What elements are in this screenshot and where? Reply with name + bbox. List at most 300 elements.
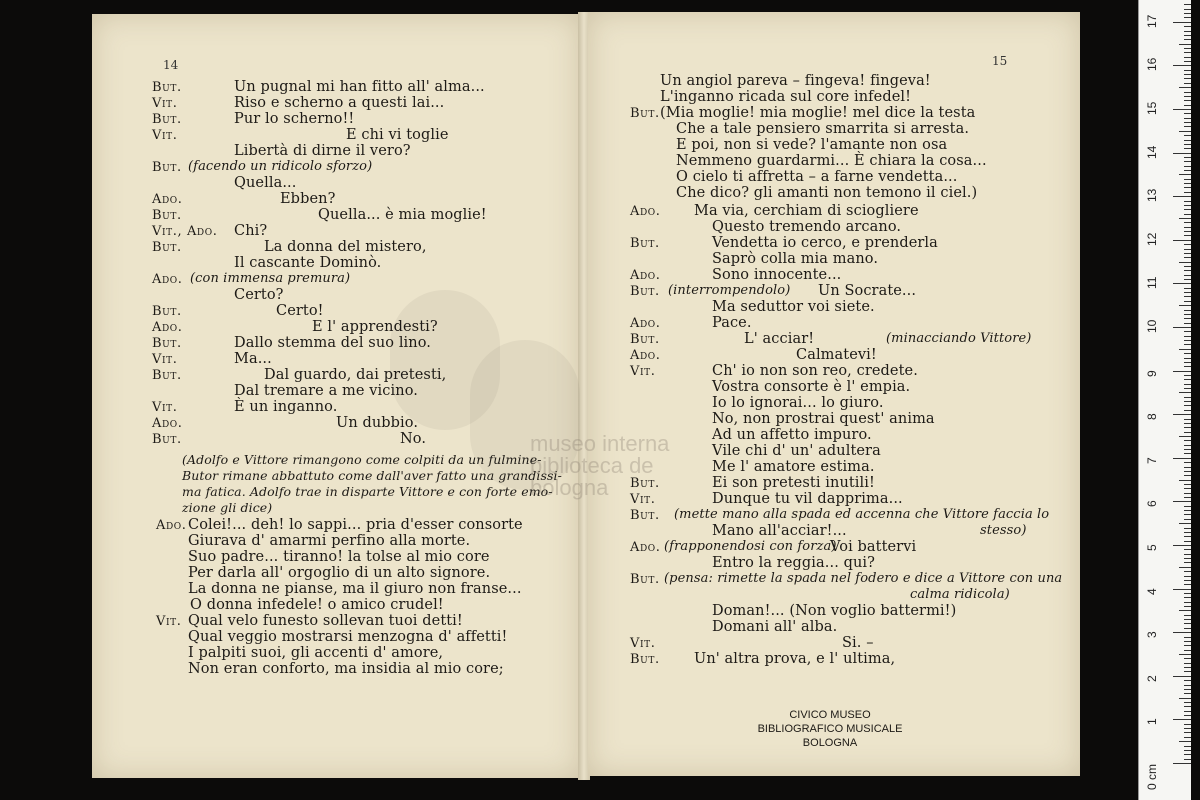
ruler-tick	[1179, 480, 1191, 481]
ruler-tick	[1184, 9, 1191, 10]
measuring-ruler	[1138, 0, 1191, 800]
ruler-tick	[1184, 26, 1191, 27]
speaker-label: But.	[152, 112, 182, 127]
verse-line: Nemmeno guardarmi... È chiara la cosa...	[676, 153, 987, 169]
ruler-tick	[1184, 235, 1191, 236]
verse-line: (con immensa premura)	[190, 271, 351, 286]
watermark-line-3: bologna	[530, 475, 609, 500]
verse-line: Domani all' alba.	[712, 619, 838, 635]
verse-line: E chi vi toglie	[346, 127, 449, 143]
ruler-tick	[1179, 305, 1191, 306]
ruler-tick	[1184, 462, 1191, 463]
ruler-tick	[1184, 122, 1191, 123]
speaker-label: But.	[630, 652, 660, 667]
ruler-tick	[1184, 759, 1191, 760]
ruler-tick	[1179, 87, 1191, 88]
stamp-line-1: CIVICO MUSEO	[789, 709, 871, 721]
ruler-tick	[1184, 602, 1191, 603]
verse-line: (minacciando Vittore)	[886, 331, 1032, 346]
verse-line: La donna ne pianse, ma il giuro non franse...	[188, 581, 522, 597]
ruler-tick	[1184, 362, 1191, 363]
ruler-tick	[1184, 52, 1191, 53]
ruler-tick	[1184, 310, 1191, 311]
ruler-tick	[1173, 371, 1191, 372]
ruler-tick	[1184, 140, 1191, 141]
ruler-tick	[1184, 628, 1191, 629]
ruler-tick	[1184, 645, 1191, 646]
ruler-tick	[1184, 650, 1191, 651]
speaker-label: Vit.	[630, 636, 656, 651]
verse-line: (pensa: rimette la spada nel fodero e dice a Vittore con una	[664, 571, 1063, 586]
ruler-tick	[1184, 615, 1191, 616]
ruler-tick	[1184, 118, 1191, 119]
ruler-tick	[1184, 584, 1191, 585]
ruler-tick	[1184, 384, 1191, 385]
ruler-tick	[1184, 375, 1191, 376]
verse-line: Dunque tu vil dapprima...	[712, 491, 903, 507]
verse-line: Qual veggio mostrarsi menzogna d' affetti!	[188, 629, 508, 645]
ruler-number: 11	[1145, 276, 1159, 290]
ruler-tick	[1184, 750, 1191, 751]
ruler-tick	[1179, 654, 1191, 655]
ruler-number: 2	[1145, 675, 1159, 682]
verse-line: Mano all'acciar!...	[712, 523, 847, 539]
speaker-label: But.	[152, 208, 182, 223]
ruler-tick	[1184, 689, 1191, 690]
verse-line: calma ridicola)	[910, 587, 1010, 602]
ruler-tick	[1179, 741, 1191, 742]
verse-line: Saprò colla mia mano.	[712, 251, 879, 267]
verse-line: Ma seduttor voi siete.	[712, 299, 875, 315]
ruler-tick	[1184, 31, 1191, 32]
ruler-tick	[1184, 663, 1191, 664]
stamp-line-3: BOLOGNA	[802, 737, 858, 749]
ruler-tick	[1184, 702, 1191, 703]
verse-line: Pur lo scherno!!	[234, 111, 355, 127]
verse-line: Vendetta io cerco, e prenderla	[712, 235, 938, 251]
verse-line: Doman!... (Non voglio battermi!)	[712, 603, 957, 619]
ruler-tick	[1184, 292, 1191, 293]
stage-direction-line: zione gli dice)	[182, 500, 273, 515]
verse-line: Quella... è mia moglie!	[318, 207, 487, 223]
verse-line: Un dubbio.	[336, 415, 419, 431]
ruler-number: 12	[1145, 232, 1159, 246]
ruler-number: 3	[1145, 631, 1159, 639]
verse-line: O donna infedele! o amico crudel!	[190, 597, 444, 613]
library-stamp	[735, 708, 925, 750]
ruler-tick	[1184, 475, 1191, 476]
verse-line: Un angiol pareva – fingeva! fingeva!	[660, 73, 931, 89]
ruler-number: 9	[1145, 369, 1159, 377]
ruler-tick	[1184, 419, 1191, 420]
ruler-tick	[1184, 706, 1191, 707]
ruler-tick	[1184, 113, 1191, 114]
speaker-label: But.	[630, 508, 660, 523]
speaker-label: Ado.	[152, 272, 183, 287]
verse-line: E l' apprendesti?	[312, 319, 438, 335]
ruler-tick	[1184, 724, 1191, 725]
verse-line: Questo tremendo arcano.	[712, 219, 902, 235]
verse-line: (interrompendolo)	[668, 283, 791, 298]
verse-line: Vile chi d' un' adultera	[712, 443, 881, 459]
page-number-right: 15	[992, 54, 1008, 68]
speaker-label: But.	[152, 336, 182, 351]
verse-line: Vostra consorte è l' empia.	[712, 379, 911, 395]
ruler-tick	[1184, 606, 1191, 607]
verse-line: Voi battervi	[830, 539, 917, 555]
verse-line: Io lo ignorai... lo giuro.	[712, 395, 884, 411]
ruler-tick	[1184, 296, 1191, 297]
ruler-tick	[1179, 392, 1191, 393]
ruler-tick	[1184, 331, 1191, 332]
ruler-tick	[1184, 549, 1191, 550]
speaker-label: Ado.	[630, 204, 661, 219]
page-number-left: 14	[163, 58, 179, 72]
ruler-tick	[1179, 218, 1191, 219]
verse-line: Che a tale pensiero smarrita si arresta.	[676, 121, 970, 137]
verse-line: (Mia moglie! mia moglie! mel dice la testa	[660, 105, 976, 121]
ruler-tick	[1179, 349, 1191, 350]
speaker-label: Ado.	[630, 540, 661, 555]
ruler-tick	[1184, 467, 1191, 468]
ruler-tick	[1184, 183, 1191, 184]
ruler-tick	[1184, 576, 1191, 577]
ruler-tick	[1184, 187, 1191, 188]
ruler-tick	[1184, 558, 1191, 559]
ruler-tick	[1184, 641, 1191, 642]
ruler-tick	[1184, 366, 1191, 367]
verse-line: Colei!... deh! lo sappi... pria d'esser consorte	[188, 517, 523, 533]
ruler-tick	[1184, 170, 1191, 171]
ruler-tick	[1184, 35, 1191, 36]
speaker-label: But.	[152, 368, 182, 383]
ruler-tick	[1184, 693, 1191, 694]
speaker-label: Vit.	[152, 128, 178, 143]
speaker-label: Ado.	[630, 316, 661, 331]
ruler-tick	[1184, 17, 1191, 18]
speaker-label: Vit.	[152, 352, 178, 367]
ruler-tick	[1184, 83, 1191, 84]
ruler-tick	[1184, 737, 1191, 738]
verse-line: Chi?	[234, 223, 268, 239]
ruler-tick	[1184, 440, 1191, 441]
verse-line: Giurava d' amarmi perfino alla morte.	[188, 533, 471, 549]
verse-line: Libertà di dirne il vero?	[234, 143, 411, 159]
ruler-tick	[1184, 266, 1191, 267]
ruler-tick	[1184, 39, 1191, 40]
verse-line: È un inganno.	[234, 399, 338, 415]
ruler-number: 1	[1145, 718, 1159, 726]
verse-line: Che dico? gli amanti non temono il ciel.)	[676, 185, 978, 201]
speaker-label: Vit.	[156, 614, 182, 629]
verse-line: Certo!	[276, 303, 324, 319]
ruler-tick	[1184, 205, 1191, 206]
ruler-tick	[1184, 4, 1191, 5]
ruler-tick	[1184, 201, 1191, 202]
stage-direction-line: ma fatica. Adolfo trae in disparte Vittore e con forte emo-	[182, 484, 553, 499]
ruler-tick	[1184, 179, 1191, 180]
verse-line: Ch' io non son reo, credete.	[712, 363, 918, 379]
watermark-line-1: museo interna	[530, 431, 670, 456]
ruler-tick	[1173, 196, 1191, 197]
ruler-tick	[1184, 510, 1191, 511]
ruler-tick	[1184, 253, 1191, 254]
ruler-number: 7	[1145, 457, 1159, 464]
ruler-tick	[1173, 501, 1191, 502]
verse-line: Calmatevi!	[796, 347, 877, 363]
ruler-tick	[1179, 567, 1191, 568]
ruler-tick	[1179, 610, 1191, 611]
ruler-tick	[1184, 445, 1191, 446]
ruler-tick	[1184, 449, 1191, 450]
speaker-label: But.	[630, 572, 660, 587]
speaker-label: Vit.	[630, 364, 656, 379]
speaker-label: But.	[630, 106, 660, 121]
verse-line: Un' altra prova, e l' ultima,	[694, 651, 896, 667]
verse-line: (frapponendosi con forza)	[664, 539, 837, 554]
ruler-tick	[1184, 157, 1191, 158]
ruler-tick	[1184, 144, 1191, 145]
speaker-label: Vit.	[152, 96, 178, 111]
ruler-tick	[1184, 493, 1191, 494]
stage-direction-line: Butor rimane abbattuto come dall'aver fatto una grandissi-	[182, 468, 562, 483]
ruler-tick	[1184, 244, 1191, 245]
ruler-tick	[1184, 257, 1191, 258]
ruler-tick	[1184, 571, 1191, 572]
ruler-tick	[1184, 78, 1191, 79]
verse-line: Ebben?	[280, 191, 336, 207]
ruler-number: 10	[1145, 319, 1159, 333]
ruler-tick	[1184, 288, 1191, 289]
ruler-tick	[1184, 671, 1191, 672]
ruler-tick	[1179, 698, 1191, 699]
ruler-tick	[1184, 658, 1191, 659]
stamp-line-2: BIBLIOGRAFICO MUSICALE	[757, 723, 903, 735]
ruler-tick	[1173, 22, 1191, 23]
ruler-tick	[1184, 728, 1191, 729]
ruler-tick	[1184, 336, 1191, 337]
verse-line: (facendo un ridicolo sforzo)	[188, 159, 373, 174]
verse-line: Non eran conforto, ma insidia al mio core;	[188, 661, 504, 677]
ruler-tick	[1184, 74, 1191, 75]
ruler-tick	[1184, 754, 1191, 755]
ruler-tick	[1184, 96, 1191, 97]
stage-direction	[182, 452, 562, 516]
verse-line: Pace.	[712, 315, 752, 331]
ruler-tick	[1184, 209, 1191, 210]
speaker-label: Ado.	[630, 348, 661, 363]
ruler-tick	[1184, 48, 1191, 49]
speaker-label: But.	[152, 432, 182, 447]
verse-line: Un Socrate...	[818, 283, 917, 299]
ruler-tick	[1184, 471, 1191, 472]
ruler-tick	[1179, 262, 1191, 263]
speaker-label: But.	[152, 240, 182, 255]
speaker-label: Ado.	[156, 518, 187, 533]
ruler-number: 15	[1145, 101, 1159, 115]
ruler-number: 6	[1145, 500, 1159, 508]
verse-line: Dallo stemma del suo lino.	[234, 335, 432, 351]
verse-line: Per darla all' orgoglio di un alto signore.	[188, 565, 491, 581]
verse-line: Un pugnal mi han fitto all' alma...	[234, 79, 485, 95]
ruler-tick	[1184, 562, 1191, 563]
speaker-label: But.	[630, 236, 660, 251]
ruler-tick	[1173, 719, 1191, 720]
ruler-tick	[1184, 70, 1191, 71]
ruler-tick	[1184, 711, 1191, 712]
ruler-tick	[1173, 153, 1191, 154]
ruler-tick	[1184, 506, 1191, 507]
speaker-label: But.	[152, 304, 182, 319]
ruler-tick	[1179, 436, 1191, 437]
speaker-label: But.	[152, 160, 182, 175]
ruler-tick	[1184, 637, 1191, 638]
ruler-number: 17	[1145, 14, 1159, 28]
verse-line: Dal tremare a me vicino.	[234, 383, 418, 399]
ruler-tick	[1184, 397, 1191, 398]
speaker-label: But.	[630, 332, 660, 347]
ruler-tick	[1173, 283, 1191, 284]
ruler-number: 5	[1145, 544, 1159, 551]
ruler-tick	[1184, 270, 1191, 271]
ruler-tick	[1184, 13, 1191, 14]
ruler-tick	[1184, 597, 1191, 598]
ruler-tick	[1184, 532, 1191, 533]
speaker-label: Ado.	[152, 192, 183, 207]
ruler-tick	[1184, 593, 1191, 594]
verse-line: (mette mano alla spada ed accenna che Vittore faccia lo	[674, 507, 1050, 522]
verse-line: Suo padre... tiranno! la tolse al mio core	[188, 549, 490, 565]
verse-line: Me l' amatore estima.	[712, 459, 875, 475]
ruler-tick	[1184, 126, 1191, 127]
ruler-tick	[1184, 314, 1191, 315]
ruler-tick	[1179, 174, 1191, 175]
ruler-tick	[1184, 685, 1191, 686]
speaker-label: Vit., Ado.	[152, 224, 218, 239]
ruler-tick	[1184, 401, 1191, 402]
ruler-tick	[1184, 667, 1191, 668]
ruler-tick	[1173, 240, 1191, 241]
ruler-tick	[1184, 423, 1191, 424]
ruler-tick	[1173, 676, 1191, 677]
ruler-tick	[1184, 214, 1191, 215]
verse-line: Ma...	[234, 351, 272, 367]
verse-line: Qual velo funesto sollevan tuoi detti!	[188, 613, 463, 629]
ruler-tick	[1184, 680, 1191, 681]
verse-line: O cielo ti affretta – a farne vendetta...	[676, 169, 958, 185]
ruler-tick	[1184, 61, 1191, 62]
ruler-tick	[1184, 497, 1191, 498]
ruler-tick	[1184, 222, 1191, 223]
ruler-tick	[1184, 192, 1191, 193]
verse-line: Riso e scherno a questi lai...	[234, 95, 445, 111]
ruler-tick	[1179, 44, 1191, 45]
ruler-tick	[1184, 623, 1191, 624]
speaker-label: Vit.	[152, 400, 178, 415]
ruler-tick	[1184, 279, 1191, 280]
ruler-tick	[1184, 105, 1191, 106]
ruler-tick	[1184, 410, 1191, 411]
ruler-tick	[1173, 589, 1191, 590]
ruler-tick	[1184, 249, 1191, 250]
ruler-tick	[1173, 458, 1191, 459]
verse-line: No.	[400, 431, 427, 447]
ruler-tick	[1184, 541, 1191, 542]
ruler-number: 4	[1145, 587, 1159, 595]
speaker-label: But.	[630, 284, 660, 299]
ruler-tick	[1184, 358, 1191, 359]
ruler-tick	[1173, 65, 1191, 66]
ruler-tick	[1184, 746, 1191, 747]
ruler-tick	[1184, 554, 1191, 555]
ruler-number: 8	[1145, 413, 1159, 421]
ruler-tick	[1184, 344, 1191, 345]
ruler-tick	[1184, 379, 1191, 380]
ruler-tick	[1184, 405, 1191, 406]
ruler-tick	[1184, 340, 1191, 341]
ruler-tick	[1184, 301, 1191, 302]
ruler-tick	[1173, 414, 1191, 415]
ruler-tick	[1179, 131, 1191, 132]
verse-line: Si. –	[842, 635, 874, 651]
verse-line: La donna del mistero,	[264, 239, 427, 255]
ruler-tick	[1184, 318, 1191, 319]
speaker-label: But.	[630, 476, 660, 491]
ruler-tick	[1184, 453, 1191, 454]
verse-line: Ei son pretesti inutili!	[712, 475, 875, 491]
stage-direction-line: (Adolfo e Vittore rimangono come colpiti da un fulmine-	[182, 452, 542, 467]
ruler-tick	[1184, 92, 1191, 93]
ruler-tick	[1184, 519, 1191, 520]
ruler-tick	[1184, 427, 1191, 428]
ruler-number: 13	[1145, 188, 1159, 203]
verse-line: I palpiti suoi, gli accenti d' amore,	[188, 645, 444, 661]
ruler-tick	[1184, 528, 1191, 529]
ruler-tick	[1184, 275, 1191, 276]
ruler-tick	[1173, 763, 1191, 764]
ruler-tick	[1184, 231, 1191, 232]
ruler-tick	[1184, 100, 1191, 101]
speaker-label: Vit.	[630, 492, 656, 507]
ruler-tick	[1184, 484, 1191, 485]
ruler-number: 16	[1145, 58, 1159, 72]
ruler-tick	[1173, 632, 1191, 633]
verse-line: L' acciar!	[744, 331, 815, 347]
verse-line: E poi, non si vede? l'amante non osa	[676, 137, 948, 153]
verse-line: Ad un affetto impuro.	[712, 427, 872, 443]
verse-line: stesso)	[980, 523, 1027, 538]
ruler-tick	[1173, 327, 1191, 328]
ruler-tick	[1184, 715, 1191, 716]
ruler-tick	[1184, 353, 1191, 354]
watermark-line-2: biblioteca de	[530, 453, 654, 478]
speaker-label: But.	[152, 80, 182, 95]
ruler-tick	[1184, 488, 1191, 489]
ruler-tick	[1184, 536, 1191, 537]
ruler-tick	[1184, 166, 1191, 167]
verse-line: Sono innocente...	[712, 267, 842, 283]
ruler-tick	[1184, 148, 1191, 149]
ruler-number: 14	[1145, 145, 1159, 159]
ruler-tick	[1184, 388, 1191, 389]
ruler-tick	[1184, 57, 1191, 58]
ruler-tick	[1173, 545, 1191, 546]
speaker-label: Ado.	[152, 416, 183, 431]
ruler-tick	[1184, 227, 1191, 228]
ruler-tick	[1184, 732, 1191, 733]
verse-line: Quella...	[234, 175, 297, 191]
verse-line: No, non prostrai quest' anima	[712, 411, 935, 427]
